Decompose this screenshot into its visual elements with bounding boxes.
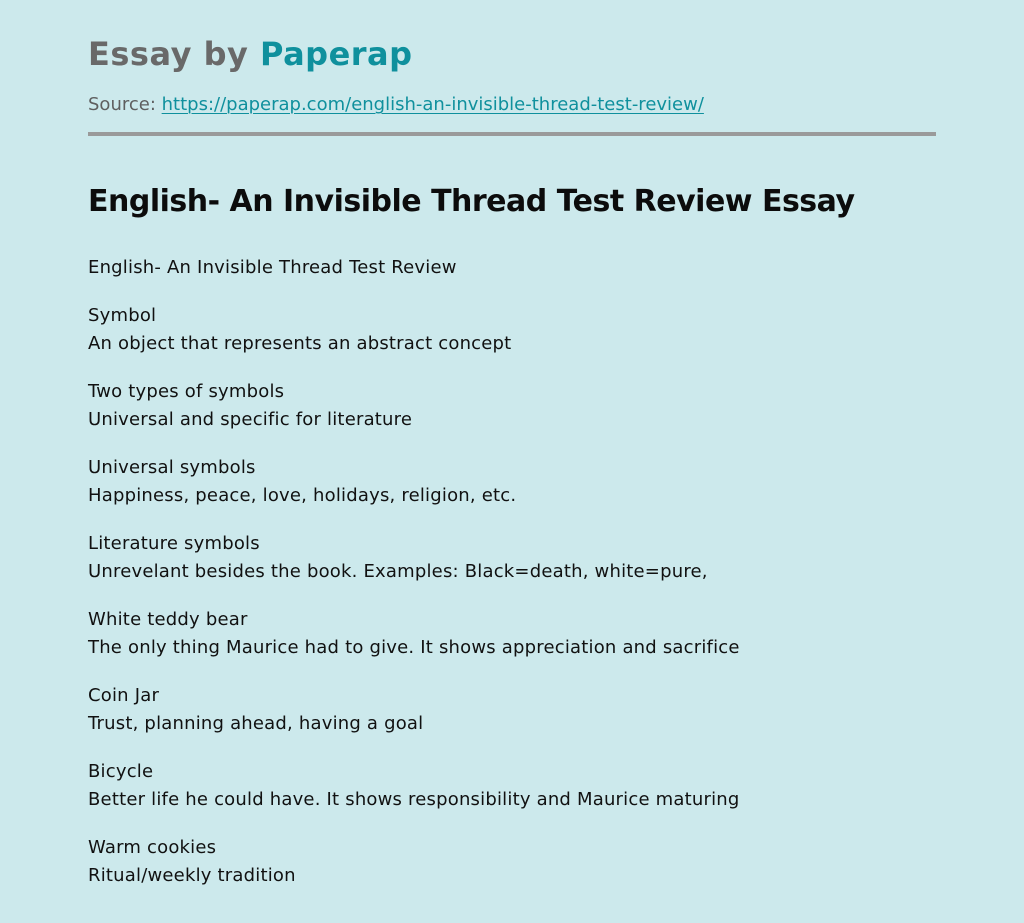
source-label: Source: [88, 94, 156, 115]
paragraph-line: Warm cookies [88, 837, 217, 858]
source-line [88, 94, 936, 116]
paragraph [88, 378, 936, 434]
paragraph [88, 254, 936, 282]
header [88, 34, 936, 136]
paragraph [88, 834, 936, 890]
paragraph-line: White teddy bear [88, 609, 248, 630]
page-title [88, 34, 936, 74]
title-prefix: Essay by [88, 35, 249, 73]
paragraph-line: Bicycle [88, 761, 154, 782]
paragraph-line: The only thing Maurice had to give. It shows appreciation and sacrifice [88, 637, 740, 658]
paragraph-line: Symbol [88, 305, 157, 326]
paragraph-line: Two types of symbols [88, 381, 285, 402]
paragraph-line: Better life he could have. It shows responsibility and Maurice maturing [88, 789, 740, 810]
paragraph-line: Literature symbols [88, 533, 260, 554]
paragraph [88, 454, 936, 510]
paragraph-line: Trust, planning ahead, having a goal [88, 713, 424, 734]
divider [88, 132, 936, 136]
paragraph-line: Unrevelant besides the book. Examples: Black=death, white=pure, [88, 561, 708, 582]
paragraph [88, 606, 936, 662]
article-title: English- An Invisible Thread Test Review Essay [88, 184, 855, 219]
paragraph-line: Ritual/weekly tradition [88, 865, 296, 886]
paragraph [88, 530, 936, 586]
paragraph [88, 302, 936, 358]
paragraph [88, 758, 936, 814]
source-url-link[interactable]: https://paperap.com/english-an-invisible-thread-test-review/ [161, 94, 704, 115]
paragraph [88, 682, 936, 738]
paragraph-line: Universal symbols [88, 457, 256, 478]
paragraph-line: English- An Invisible Thread Test Review [88, 257, 457, 278]
article [88, 182, 936, 890]
paragraph-line: Universal and specific for literature [88, 409, 413, 430]
brand-link[interactable]: Paperap [259, 35, 413, 73]
paragraph-line: Coin Jar [88, 685, 160, 706]
article-body [88, 254, 936, 890]
paragraph-line: Happiness, peace, love, holidays, religion, etc. [88, 485, 517, 506]
paragraph-line: An object that represents an abstract concept [88, 333, 512, 354]
